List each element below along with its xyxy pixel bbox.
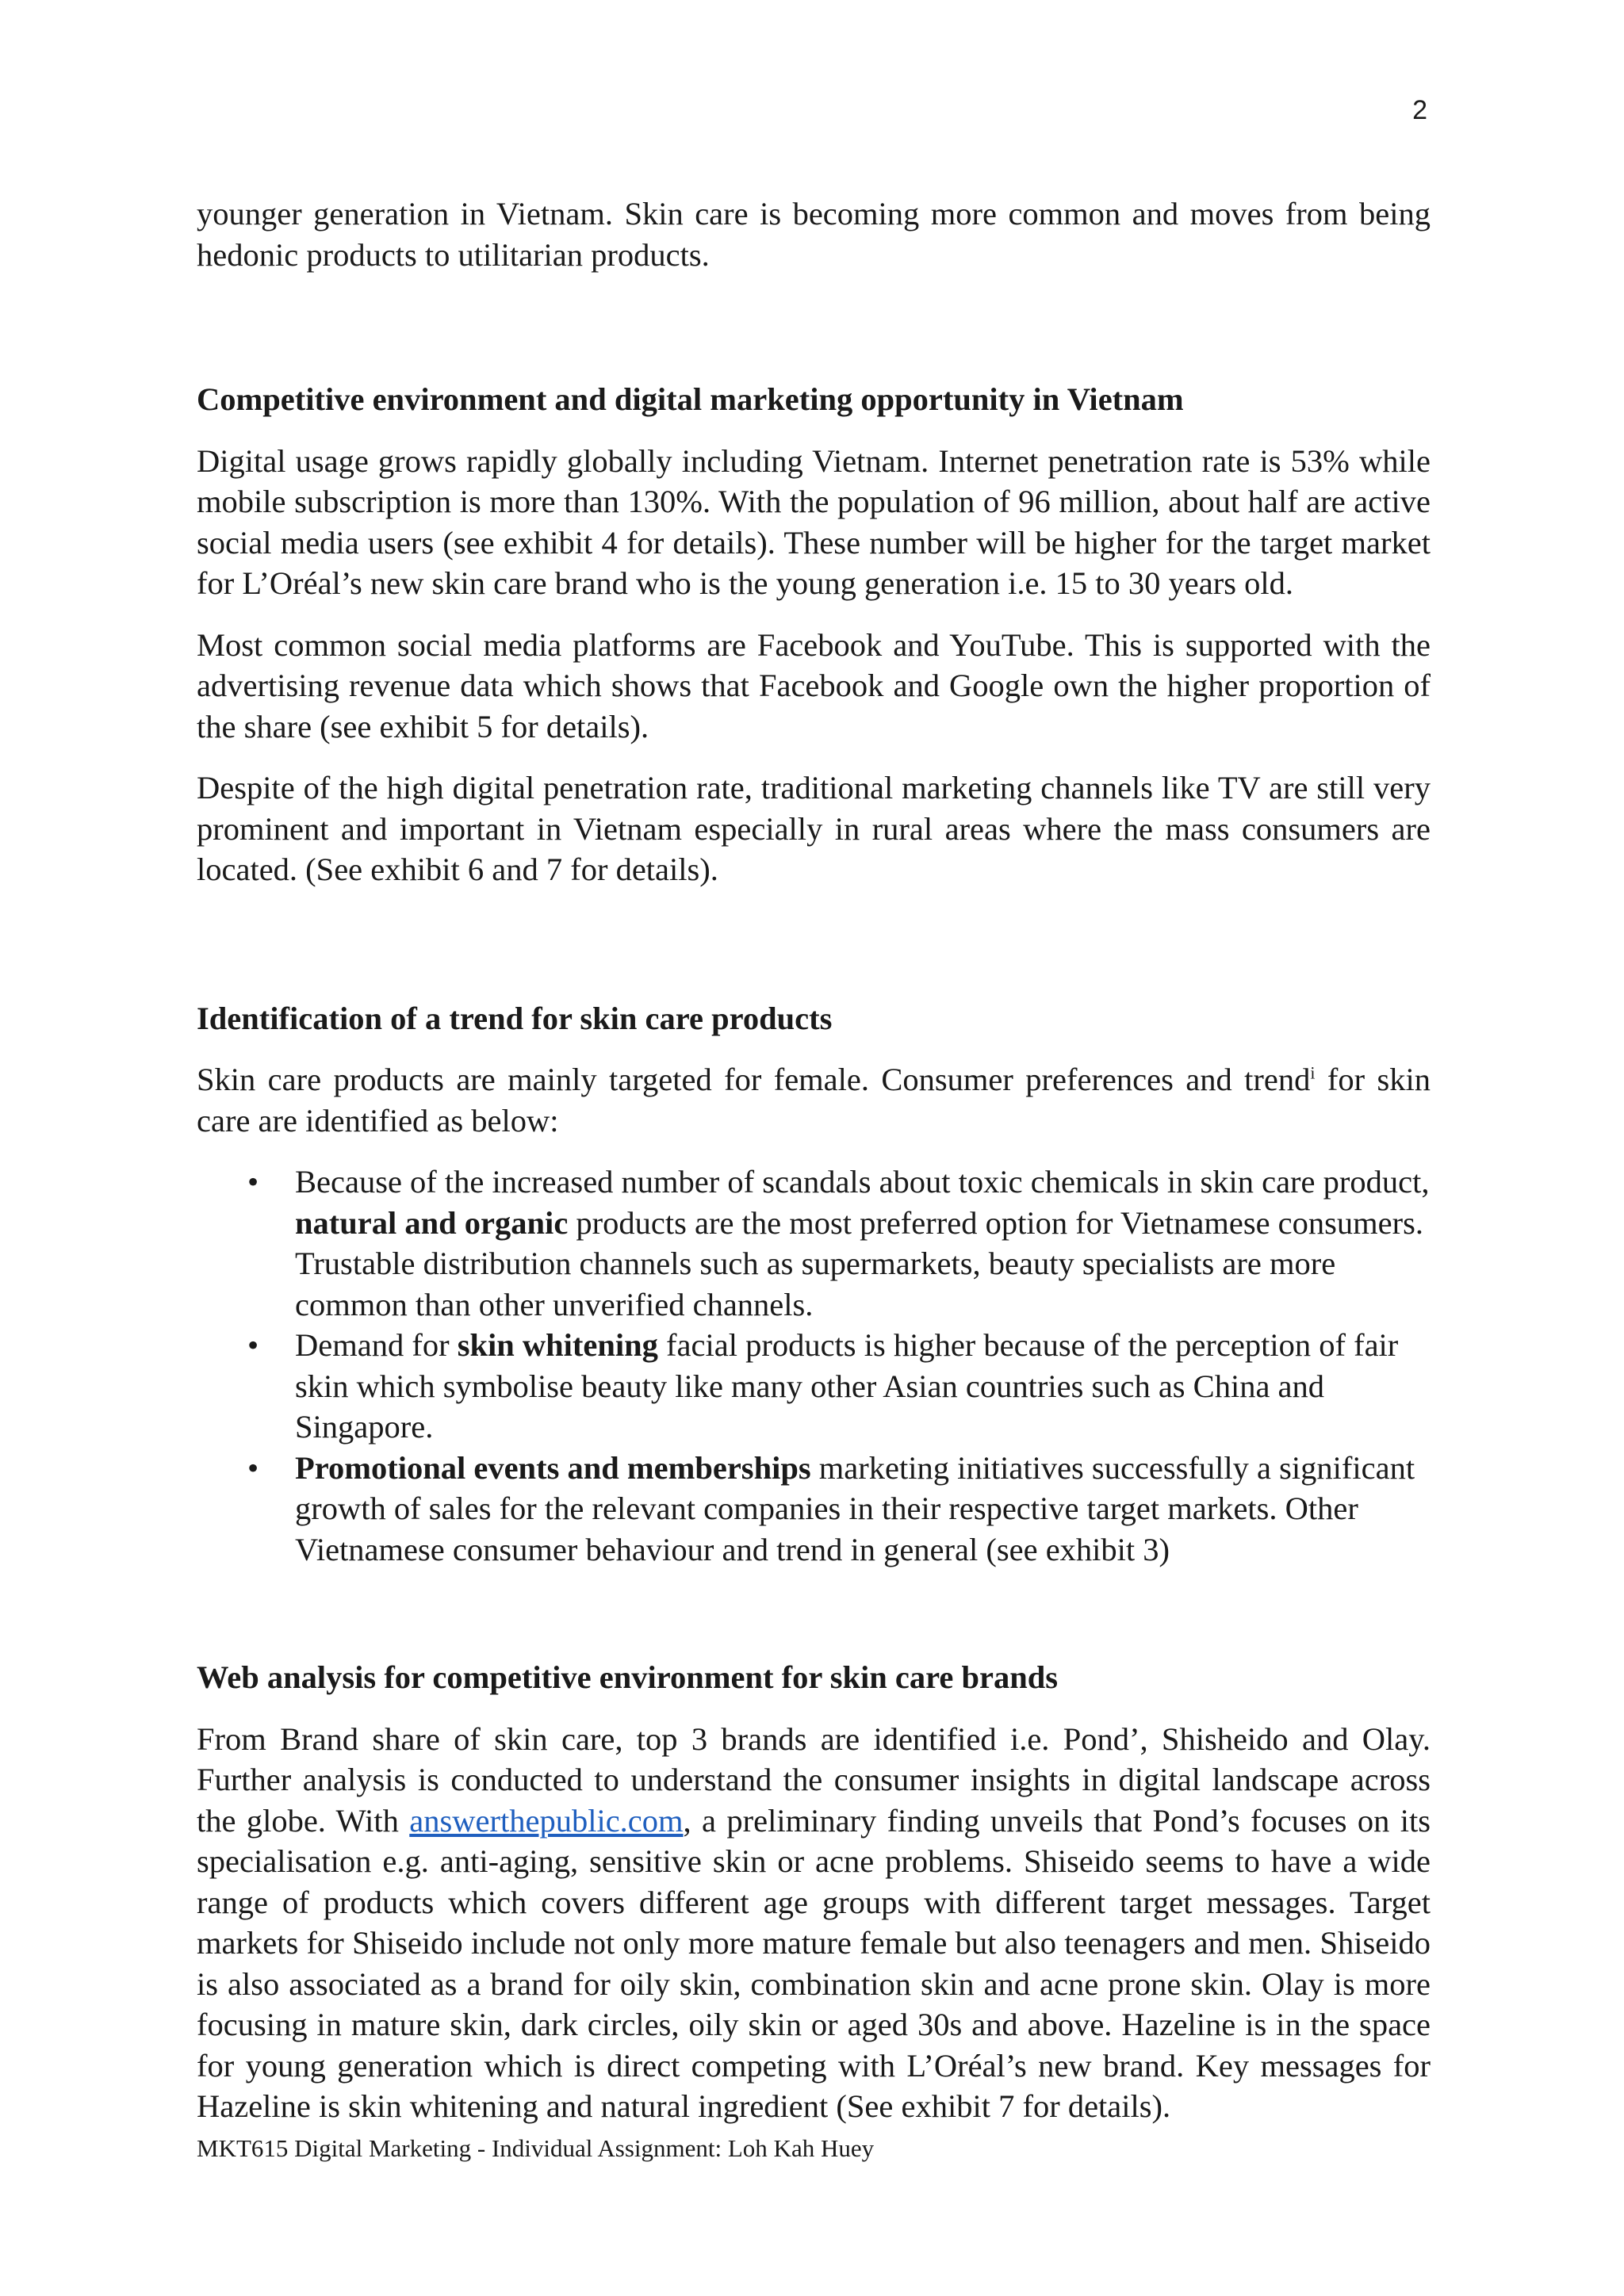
list-item: • Demand for skin whitening facial products is higher because of the perception of fair skin which symbolise beauty like many other Asian countries such as China and Singapore. [197,1325,1431,1448]
page-footer: MKT615 Digital Marketing - Individual Assignment: Loh Kah Huey [197,2134,875,2162]
section-heading-competitive-environment: Competitive environment and digital marketing opportunity in Vietnam [197,381,1184,417]
section-heading-web-analysis: Web analysis for competitive environment for skin care brands [197,1659,1059,1695]
paragraph-web-analysis: From Brand share of skin care, top 3 brands are identified i.e. Pond’, Shisheido and Olay. Further analysis is conducted to understand the consumer insights in digital landscape across the globe. With answerthepublic.com, a preliminary finding unveils that Pond’s focuses on its specialisation e.g. anti-aging, sensitive skin or acne problems. Shiseido seems to have a wide range of products which covers different age groups with different target messages. Target markets for Shiseido include not only more mature female but also teenagers and men. Shiseido is also associated as a brand for oily skin, combination skin and acne prone skin. Olay is more focusing in mature skin, dark circles, oily skin or aged 30s and above. Hazeline is in the space for young generation which is direct competing with L’Oréal’s new brand. Key messages for Hazeline is skin whitening and natural ingredient (See exhibit 7 for details). [197,1720,1431,2124]
endnote-marker[interactable]: i [1310,1062,1316,1083]
intro-paragraph: younger generation in Vietnam. Skin care is becoming more common and moves from being hedonic products to utilitarian products. [197,196,1431,273]
bullet-icon: • [247,1327,259,1363]
document-body [197,193,1431,2148]
page-number: 2 [1412,95,1427,125]
bullet-icon: • [247,1164,259,1200]
paragraph-social-media: Most common social media platforms are Facebook and YouTube. This is supported with the advertising revenue data which shows that Facebook and Google own the higher proportion of the share (see exhibit 5 for details). [197,626,1431,744]
paragraph-digital-usage: Digital usage grows rapidly globally including Vietnam. Internet penetration rate is 53% while mobile subscription is more than 130%. With the population of 96 million, about half are active social media users (see exhibit 4 for details). These number will be higher for the target market for L’Oréal’s new skin care brand who is the young generation i.e. 15 to 30 years old. [197,442,1431,601]
trend-bullet-list [197,1161,1431,1570]
paragraph-consumer-preferences: Skin care products are mainly targeted for female. Consumer preferences and trend$^i$ for skin care are identified as below: [197,1062,1431,1138]
list-item: • Because of the increased number of scandals about toxic chemicals in skin care product, natural and organic products are the most preferred option for Vietnamese consumers. Trustable distribution channels such as supermarkets, beauty specialists are more common than other unverified channels. [197,1161,1431,1325]
answerthepublic-link[interactable]: answerthepublic.com [409,1802,684,1839]
list-item: • Promotional events and memberships marketing initiatives successfully a significant growth of sales for the relevant companies in their respective target markets. Other Vietnamese consumer behaviour and trend in general (see exhibit 3) [197,1448,1431,1571]
bullet-icon: • [247,1449,259,1486]
paragraph-traditional-channels: Despite of the high digital penetration rate, traditional marketing channels like TV are still very prominent and important in Vietnam especially in rural areas where the mass consumers are located. (See exhibit 6 and 7 for details). [197,770,1431,887]
section-heading-skin-care-trend: Identification of a trend for skin care products [197,1000,833,1036]
